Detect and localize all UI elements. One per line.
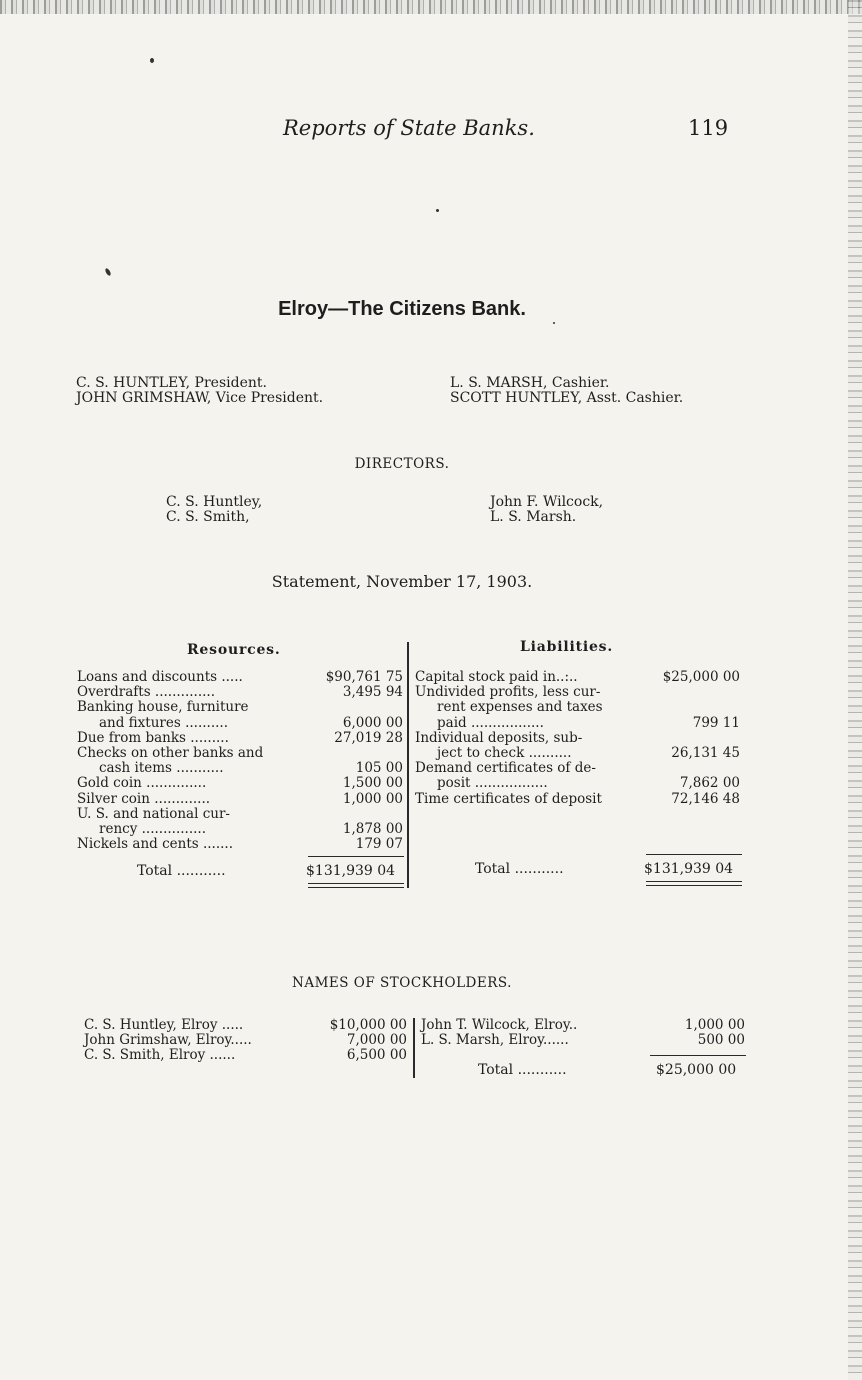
officer-president: C. S. HUNTLEY, President. bbox=[76, 375, 267, 391]
total-double-rule bbox=[646, 881, 742, 882]
row-amount: 1,000 00 bbox=[342, 790, 403, 807]
table-row bbox=[415, 685, 740, 700]
row-amount: 7,862 00 bbox=[679, 775, 740, 792]
row-label: Banking house, furniture bbox=[77, 699, 249, 716]
row-amount: 105 00 bbox=[355, 760, 403, 777]
table-row bbox=[77, 837, 403, 852]
row-label: Individual deposits, sub- bbox=[415, 729, 583, 746]
scan-speck bbox=[553, 322, 555, 324]
list-item bbox=[421, 1033, 745, 1048]
table-row bbox=[415, 776, 740, 791]
table-row bbox=[415, 670, 740, 685]
table-row bbox=[415, 792, 740, 807]
director-name: C. S. Smith, bbox=[166, 509, 250, 525]
row-label: and fixtures .......... bbox=[99, 714, 228, 731]
scan-speck bbox=[150, 58, 154, 63]
statement-title: Statement, November 17, 1903. bbox=[271, 572, 533, 591]
stockholder-amount: 1,000 00 bbox=[684, 1017, 745, 1033]
row-label: Capital stock paid in..:.. bbox=[415, 669, 578, 685]
list-item bbox=[84, 1018, 407, 1033]
table-row bbox=[77, 685, 403, 700]
row-label: posit ................. bbox=[437, 775, 548, 792]
row-label: Time certificates of deposit bbox=[415, 790, 602, 807]
table-row bbox=[415, 761, 740, 776]
row-label: Overdrafts .............. bbox=[77, 684, 215, 701]
stockholders-total-amount: $25,000 00 bbox=[656, 1062, 737, 1078]
row-label: cash items ........... bbox=[99, 760, 224, 777]
director-name: John F. Wilcock, bbox=[490, 494, 604, 510]
row-label: rent expenses and taxes bbox=[437, 699, 603, 716]
table-row bbox=[77, 761, 403, 776]
row-amount: 799 11 bbox=[692, 714, 740, 731]
stockholder-amount: 500 00 bbox=[697, 1032, 745, 1049]
table-row bbox=[77, 776, 403, 791]
officer-cashier: L. S. MARSH, Cashier. bbox=[450, 375, 610, 391]
table-row bbox=[77, 807, 403, 822]
bank-title: Elroy—The Citizens Bank. bbox=[278, 298, 526, 320]
table-row bbox=[415, 746, 740, 761]
row-label: Silver coin ............. bbox=[77, 790, 211, 807]
row-amount: 179 07 bbox=[355, 836, 403, 853]
row-label: Gold coin .............. bbox=[77, 775, 207, 792]
table-row bbox=[77, 792, 403, 807]
total-double-rule bbox=[646, 885, 742, 886]
stockholder-amount: 7,000 00 bbox=[346, 1032, 407, 1049]
table-row bbox=[415, 716, 740, 731]
officer-asst-cashier: SCOTT HUNTLEY, Asst. Cashier. bbox=[450, 390, 684, 406]
list-item bbox=[84, 1033, 407, 1048]
officer-vice-president: JOHN GRIMSHAW, Vice President. bbox=[76, 390, 324, 406]
director-name: C. S. Huntley, bbox=[166, 494, 263, 510]
total-double-rule bbox=[308, 883, 404, 884]
stockholders-heading: NAMES OF STOCKHOLDERS. bbox=[292, 975, 512, 991]
resources-total-label: Total ........... bbox=[137, 863, 226, 879]
row-label: Undivided profits, less cur- bbox=[415, 684, 601, 701]
row-amount: 27,019 28 bbox=[334, 729, 403, 746]
liabilities-table bbox=[415, 670, 740, 807]
row-label: Checks on other banks and bbox=[77, 744, 264, 761]
list-item bbox=[84, 1048, 407, 1063]
column-divider bbox=[407, 642, 409, 888]
resources-table bbox=[77, 670, 403, 852]
table-row bbox=[415, 700, 740, 715]
list-item bbox=[421, 1018, 745, 1033]
row-label: U. S. and national cur- bbox=[77, 805, 230, 822]
table-row bbox=[77, 822, 403, 837]
stockholder-amount: 6,500 00 bbox=[346, 1047, 407, 1064]
row-amount: 1,878 00 bbox=[342, 820, 403, 837]
row-label: Nickels and cents ....... bbox=[77, 836, 234, 853]
stockholder-amount: $10,000 00 bbox=[329, 1017, 407, 1033]
row-amount: $25,000 00 bbox=[662, 669, 740, 685]
stockholders-left bbox=[84, 1018, 407, 1064]
row-amount: $90,761 75 bbox=[325, 669, 403, 685]
row-amount: 6,000 00 bbox=[342, 714, 403, 731]
row-label: Due from banks ......... bbox=[77, 729, 229, 746]
total-rule bbox=[646, 854, 742, 855]
scan-speck bbox=[436, 209, 439, 212]
scan-edge-right bbox=[848, 0, 862, 1380]
table-row bbox=[415, 731, 740, 746]
stockholder-name: C. S. Smith, Elroy ...... bbox=[84, 1047, 236, 1064]
scan-edge-top bbox=[0, 0, 862, 14]
stockholders-right bbox=[421, 1018, 745, 1048]
liabilities-heading: Liabilities. bbox=[520, 639, 614, 655]
stockholder-name: L. S. Marsh, Elroy...... bbox=[421, 1032, 569, 1049]
table-row bbox=[77, 731, 403, 746]
table-row bbox=[77, 670, 403, 685]
row-amount: 26,131 45 bbox=[671, 744, 740, 761]
page-number: 119 bbox=[688, 116, 729, 140]
row-amount: 3,495 94 bbox=[342, 684, 403, 701]
table-row bbox=[77, 700, 403, 715]
row-label: rency ............... bbox=[99, 820, 206, 837]
row-amount: 1,500 00 bbox=[342, 775, 403, 792]
total-rule bbox=[308, 856, 404, 857]
row-label: ject to check .......... bbox=[437, 744, 572, 761]
row-label: paid ................. bbox=[437, 714, 544, 731]
table-row bbox=[77, 716, 403, 731]
stockholder-name: John T. Wilcock, Elroy.. bbox=[421, 1017, 578, 1033]
stockholders-total-label: Total ........... bbox=[478, 1062, 567, 1078]
scan-speck bbox=[104, 268, 111, 277]
liabilities-total-label: Total ........... bbox=[475, 861, 564, 877]
total-double-rule bbox=[308, 887, 404, 888]
resources-heading: Resources. bbox=[187, 642, 281, 658]
total-rule bbox=[650, 1055, 746, 1056]
row-amount: 72,146 48 bbox=[671, 790, 740, 807]
resources-total-amount: $131,939 04 bbox=[306, 863, 396, 879]
directors-heading: DIRECTORS. bbox=[354, 456, 450, 472]
stockholder-name: John Grimshaw, Elroy..... bbox=[84, 1032, 252, 1049]
liabilities-total-amount: $131,939 04 bbox=[644, 861, 734, 877]
director-name: L. S. Marsh. bbox=[490, 509, 577, 525]
row-label: Demand certificates of de- bbox=[415, 760, 596, 777]
stockholder-name: C. S. Huntley, Elroy ..... bbox=[84, 1017, 244, 1033]
running-title: Reports of State Banks. bbox=[283, 116, 535, 140]
row-label: Loans and discounts ..... bbox=[77, 669, 243, 685]
table-row bbox=[77, 746, 403, 761]
column-divider bbox=[413, 1018, 415, 1078]
